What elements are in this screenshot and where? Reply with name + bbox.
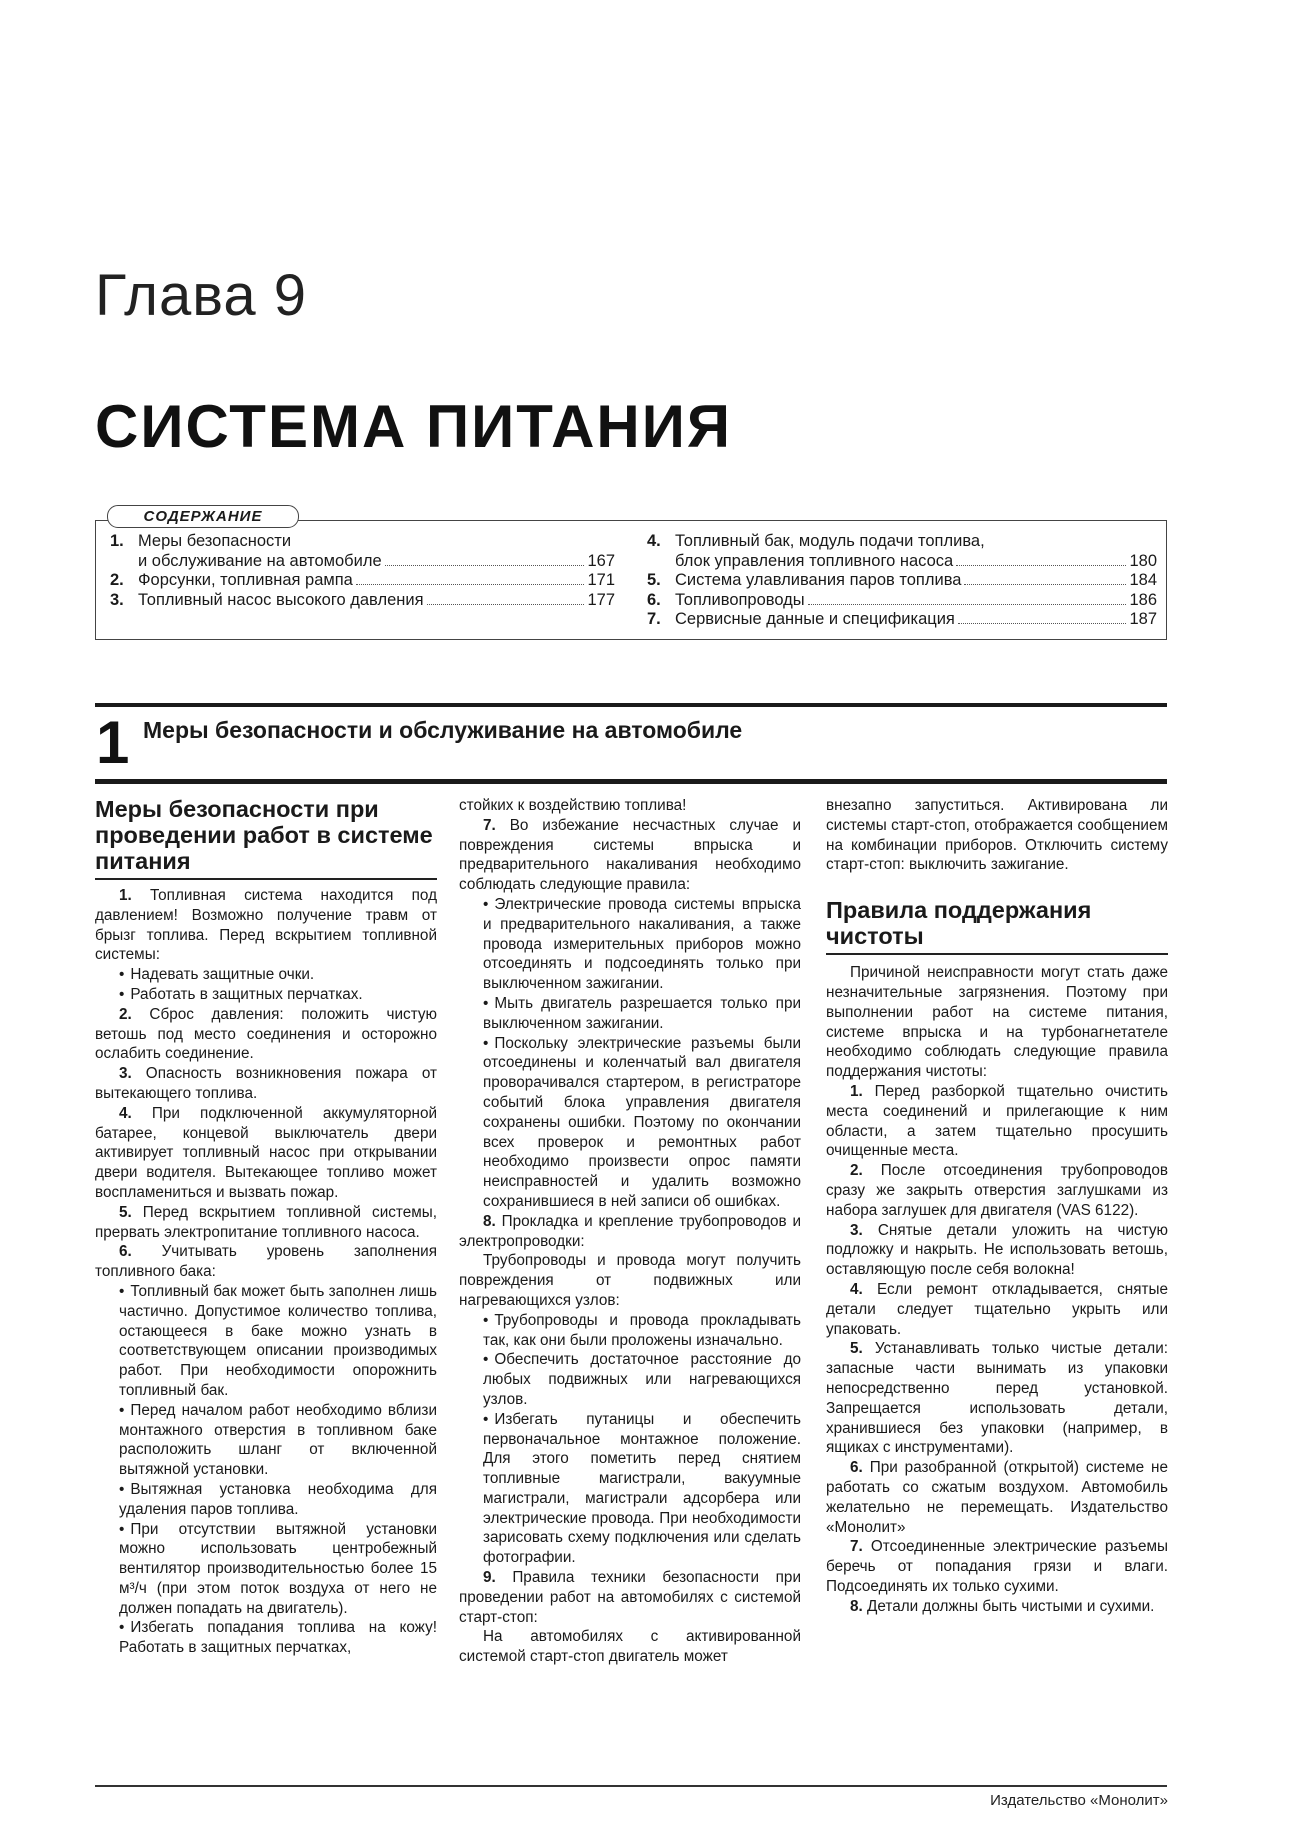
paragraph: 8. Прокладка и крепление трубопроводов и электропроводки: (459, 1212, 801, 1250)
toc-page: 187 (1129, 610, 1157, 628)
text-column-1 (95, 796, 437, 1658)
paragraph: Трубопроводы и провода могут получить повреждения от подвижных или нагревающихся узлов: (459, 1252, 801, 1309)
paragraph: 3. Снятые детали уложить на чистую подложку и накрыть. Не использовать ветошь, оставляющую после себя волокна! (826, 1221, 1168, 1279)
paragraph: стойких к воздействию топлива! (459, 797, 687, 814)
text-column-2 (459, 796, 801, 1667)
paragraph: 6. При разобранной (открытой) системе не работать со сжатым воздухом. Автомобиль желательно не перемещать. Издательство «Монолит» (826, 1459, 1168, 1536)
bullet-item: • Топливный бак может быть заполнен лишь частично. Допустимое количество топлива, остающееся в баке можно узнать в соответствующем описании производимых работ. При необходимости опорожнить топливный бак. (95, 1282, 437, 1401)
paragraph: 4. Если ремонт откладывается, снятые детали следует тщательно укрыть или упаковать. (826, 1280, 1169, 1338)
toc-page: 177 (587, 590, 615, 609)
bullet-item: • Трубопроводы и провода прокладывать так, как они были проложены изначально. (459, 1311, 801, 1351)
paragraph: 2. После отсоединения трубопроводов сразу же закрыть отверстия заглушками из набора заглушек для двигателя (VAS 6122). (826, 1162, 1168, 1219)
section-title: Меры безопасности и обслуживание на автомобиле (143, 717, 743, 743)
toc-item[interactable]: 2. Форсунки, топливная рампа 171 (110, 571, 615, 589)
section-rule-bottom (95, 779, 1167, 784)
toc-leader (808, 604, 1127, 605)
bullet-item: • Мыть двигатель разрешается только при выключенном зажигании. (459, 994, 801, 1034)
paragraph: 2. Сброс давления: положить чистую ветошь под место соединения и осторожно ослабить соединение. (95, 1005, 437, 1063)
toc-leader (385, 565, 585, 566)
text-column-3 (826, 796, 1168, 1616)
toc-right-column (647, 532, 1157, 630)
subsection-heading: Меры безопасности при проведении работ в системе питания (95, 796, 437, 880)
toc-item[interactable]: 3. Топливный насос высокого давления 177 (110, 590, 615, 609)
toc-leader (964, 584, 1126, 585)
paragraph: 1. Перед разборкой тщательно очистить места соединений и прилегающие к ним области, а затем тщательно просушить очищенные места. (826, 1082, 1168, 1160)
toc-item[interactable]: 5. Система улавливания паров топлива 184 (647, 571, 1157, 589)
bullet-item: • Обеспечить достаточное расстояние до любых подвижных или нагревающихся узлов. (459, 1350, 801, 1409)
section-rule-top (95, 703, 1167, 707)
bullet-item: • Поскольку электрические разъемы были отсоединены и коленчатый вал двигателя проворачивался стартером, в регистраторе событий блока управления двигателя сохранены ошибки. Поэтому по окончании всех проверок и ремонтных работ необходимо произвести опрос памяти неисправностей и удалить возможно сохранившиеся в ней записи об ошибках. (459, 1034, 801, 1212)
footer-rule (95, 1785, 1167, 1787)
bullet-item: • Работать в защитных перчатках. (95, 985, 437, 1005)
paragraph: 5. Устанавливать только чистые детали: запасные части вынимать из упаковки непосредственно перед установкой. Запрещается использовать детали, хранившиеся без упаковки (например, в ящиках с инструментами). (826, 1340, 1168, 1457)
toc-item-cont[interactable]: блок управления топливного насоса 180 (675, 551, 1157, 570)
bullet-item: • Надевать защитные очки. (95, 965, 437, 985)
toc-page: 184 (1129, 571, 1157, 589)
bullet-item: • Перед началом работ необходимо вблизи монтажного отверстия в топливном баке расположить шланг от включенной вытяжной установки. (95, 1401, 437, 1480)
toc-page: 180 (1129, 551, 1157, 570)
bullet-item: • При отсутствии вытяжной установки можно использовать центробежный вентилятор производительностью более 15 м³/ч (при этом поток воздуха от него не должен попадать на двигатель). (95, 1520, 437, 1619)
toc-item-cont[interactable]: и обслуживание на автомобиле 167 (138, 551, 615, 570)
paragraph: 5. Перед вскрытием топливной системы, прервать электропитание топливного насоса. (95, 1203, 438, 1241)
chapter-label: Глава 9 (95, 263, 308, 328)
toc-leader (956, 565, 1126, 566)
paragraph: Причиной неисправности могут стать даже незначительные загрязнения. Поэтому при выполнении работ на системе питания, системе впрыска и на турбонагнетателе необходимо соблюдать следующие правила поддержания чистоты: (826, 964, 1168, 1081)
toc-item[interactable]: 6. Топливопроводы 186 (647, 590, 1157, 609)
bullet-item: • Избегать попадания топлива на кожу! Работать в защитных перчатках, (95, 1618, 437, 1658)
toc-left-column (110, 532, 615, 610)
paragraph: 4. При подключенной аккумуляторной батарее, концевой выключатель двери активирует топливный насос при открывании двери водителя. Вытекающее топливо может воспламениться и вызвать пожар. (95, 1104, 437, 1201)
paragraph: 1. Топливная система находится под давлением! Возможно получение травм от брызг топлива. Перед вскрытием топливной системы: (95, 887, 438, 964)
toc-leader (356, 584, 585, 585)
toc-page: 167 (587, 551, 615, 570)
paragraph: На автомобилях с активированной системой старт-стоп двигатель может (459, 1628, 801, 1666)
toc-leader (427, 604, 585, 605)
toc-item[interactable]: 7. Сервисные данные и спецификация 187 (647, 610, 1157, 628)
paragraph: 6. Учитывать уровень заполнения топливного бака: (95, 1243, 437, 1281)
bullet-item: • Электрические провода системы впрыска и предварительного накаливания, а также провода измерительных приборов можно отсоединять и подсоединять только при выключенном зажигании. (459, 895, 801, 994)
section-number: 1 (96, 709, 130, 776)
paragraph: 3. Опасность возникновения пожара от вытекающего топлива. (95, 1065, 438, 1102)
toc-item[interactable]: 4. Топливный бак, модуль подачи топлива, (647, 532, 985, 550)
chapter-title: СИСТЕМА ПИТАНИЯ (95, 393, 732, 460)
bullet-item: • Вытяжная установка необходима для удаления паров топлива. (95, 1480, 437, 1520)
bullet-item: • Избегать путаницы и обеспечить первоначальное монтажное положение. Для этого пометить перед снятием топливные магистрали, вакуумные магистрали, магистрали адсорбера или электрические провода. При необходимости зарисовать схему подключения или сделать фотографии. (459, 1410, 801, 1568)
publisher-footer: Издательство «Монолит» (990, 1792, 1168, 1809)
paragraph: внезапно запуститься. Активирована ли системы старт-стоп, отображается сообщением на комбинации приборов. Отключить систему старт-стоп: выключить зажигание. (826, 797, 1168, 874)
subsection-heading: Правила поддержания чистоты (826, 897, 1168, 955)
paragraph: 8. Детали должны быть чистыми и сухими. (850, 1597, 1155, 1615)
toc-item[interactable]: 1. Меры безопасности (110, 532, 292, 550)
toc-leader (958, 623, 1127, 624)
toc-label: СОДЕРЖАНИЕ (107, 505, 299, 528)
toc-page: 171 (587, 571, 615, 589)
toc-page: 186 (1129, 590, 1157, 609)
paragraph: 7. Отсоединенные электрические разъемы беречь от попадания грязи и влаги. Подсоединять их только сухими. (826, 1538, 1168, 1595)
paragraph: 9. Правила техники безопасности при проведении работ на автомобилях с системой старт-стоп: (459, 1569, 801, 1626)
paragraph: 7. Во избежание несчастных случае и повреждения системы впрыска и предварительного накаливания необходимо соблюдать следующие правила: (459, 816, 802, 894)
